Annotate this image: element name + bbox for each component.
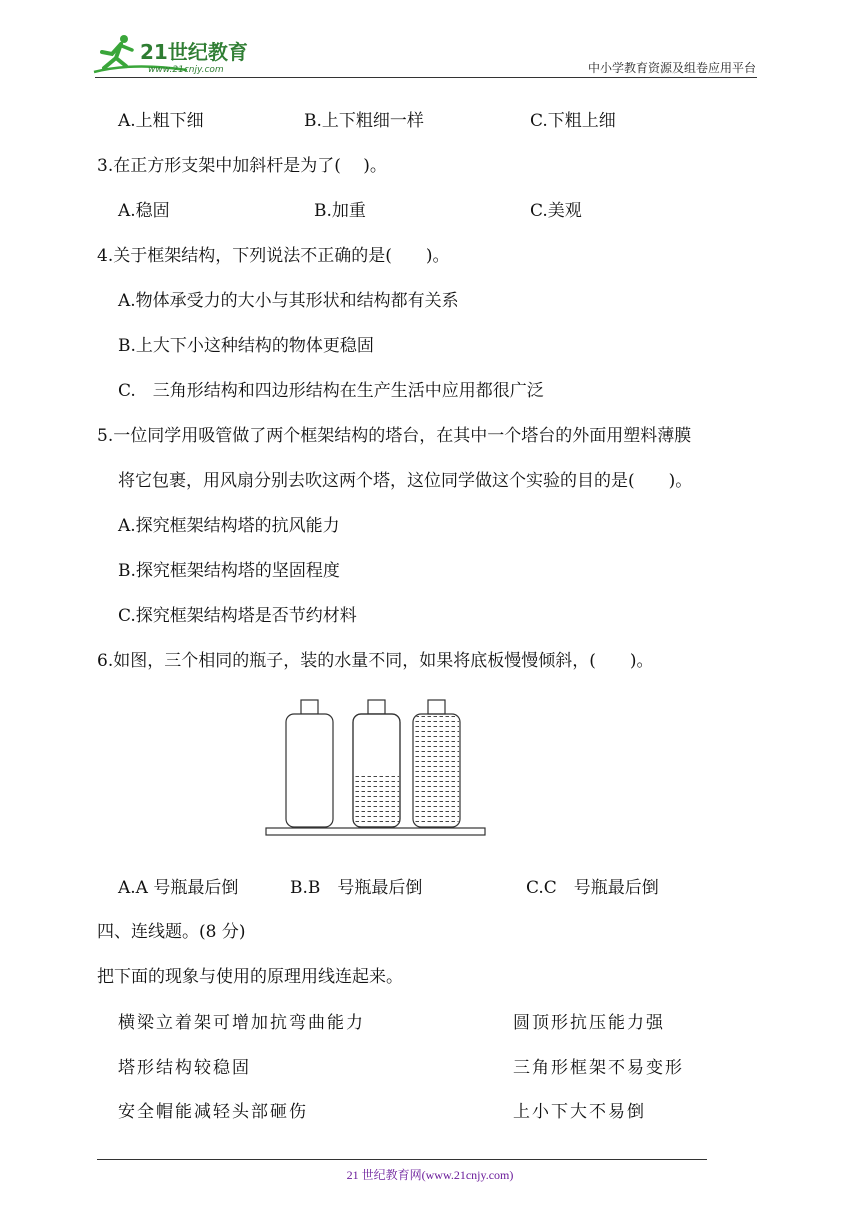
q4-stem: 4.关于框架结构，下列说法不正确的是( )。: [97, 246, 450, 266]
match-left-3: 安全帽能减轻头部砸伤: [118, 1102, 308, 1122]
section4-title: 四、连线题。(8 分): [97, 922, 246, 942]
q4-option-a: A.物体承受力的大小与其形状和结构都有关系: [118, 291, 459, 311]
header-divider: [95, 77, 757, 78]
section4-instruction: 把下面的现象与使用的原理用线连起来。: [97, 967, 403, 987]
bottle-b-water: [354, 776, 399, 826]
platform-label: 中小学教育资源及组卷应用平台: [587, 61, 756, 75]
match-right-2: 三角形框架不易变形: [513, 1058, 684, 1078]
match-right-3: 上小下大不易倒: [513, 1102, 646, 1122]
q2-option-a: A.上粗下细: [118, 111, 204, 131]
q3-option-b: B.加重: [314, 201, 366, 221]
q4-option-c: C. 三角形结构和四边形结构在生产生活中应用都很广泛: [118, 381, 544, 401]
q6-option-a: A.A 号瓶最后倒: [118, 878, 239, 898]
q3-option-c: C.美观: [530, 201, 582, 221]
q6-option-c: C.C 号瓶最后倒: [526, 878, 659, 898]
base-board: [266, 828, 485, 835]
q5-stem-line1: 5.一位同学用吸管做了两个框架结构的塔台，在其中一个塔台的外面用塑料薄膜: [97, 426, 692, 446]
q3-option-a: A.稳固: [118, 201, 170, 221]
q2-option-b: B.上下粗细一样: [304, 111, 424, 131]
match-right-1: 圆顶形抗压能力强: [513, 1013, 665, 1033]
logo-text: 21世纪教育: [140, 40, 248, 64]
bottle-c: [413, 700, 460, 827]
q5-stem-line2: 将它包裹，用风扇分别去吹这两个塔，这位同学做这个实验的目的是( )。: [118, 471, 693, 491]
bottle-a: [286, 700, 333, 827]
q5-option-b: B.探究框架结构塔的坚固程度: [118, 561, 340, 581]
match-left-2: 塔形结构较稳固: [118, 1058, 251, 1078]
bottle-b: [353, 700, 400, 827]
q4-option-b: B.上大下小这种结构的物体更稳固: [118, 336, 374, 356]
bottles-figure: [265, 694, 490, 840]
q3-stem: 3.在正方形支架中加斜杆是为了( )。: [97, 156, 387, 176]
q5-option-a: A.探究框架结构塔的抗风能力: [118, 516, 340, 536]
bottle-c-water: [414, 715, 459, 826]
logo-url: www.21cnjy.com: [148, 65, 224, 75]
q6-option-b: B.B 号瓶最后倒: [290, 878, 423, 898]
q2-option-c: C.下粗上细: [530, 111, 616, 131]
q6-stem: 6.如图，三个相同的瓶子，装的水量不同，如果将底板慢慢倾斜，( )。: [97, 651, 654, 671]
site-logo: [92, 32, 262, 78]
match-left-1: 横梁立着架可增加抗弯曲能力: [118, 1013, 365, 1033]
footer-text: 21 世纪教育网(www.21cnjy.com): [346, 1168, 514, 1182]
q5-option-c: C.探究框架结构塔是否节约材料: [118, 606, 357, 626]
footer-divider: [97, 1159, 707, 1160]
